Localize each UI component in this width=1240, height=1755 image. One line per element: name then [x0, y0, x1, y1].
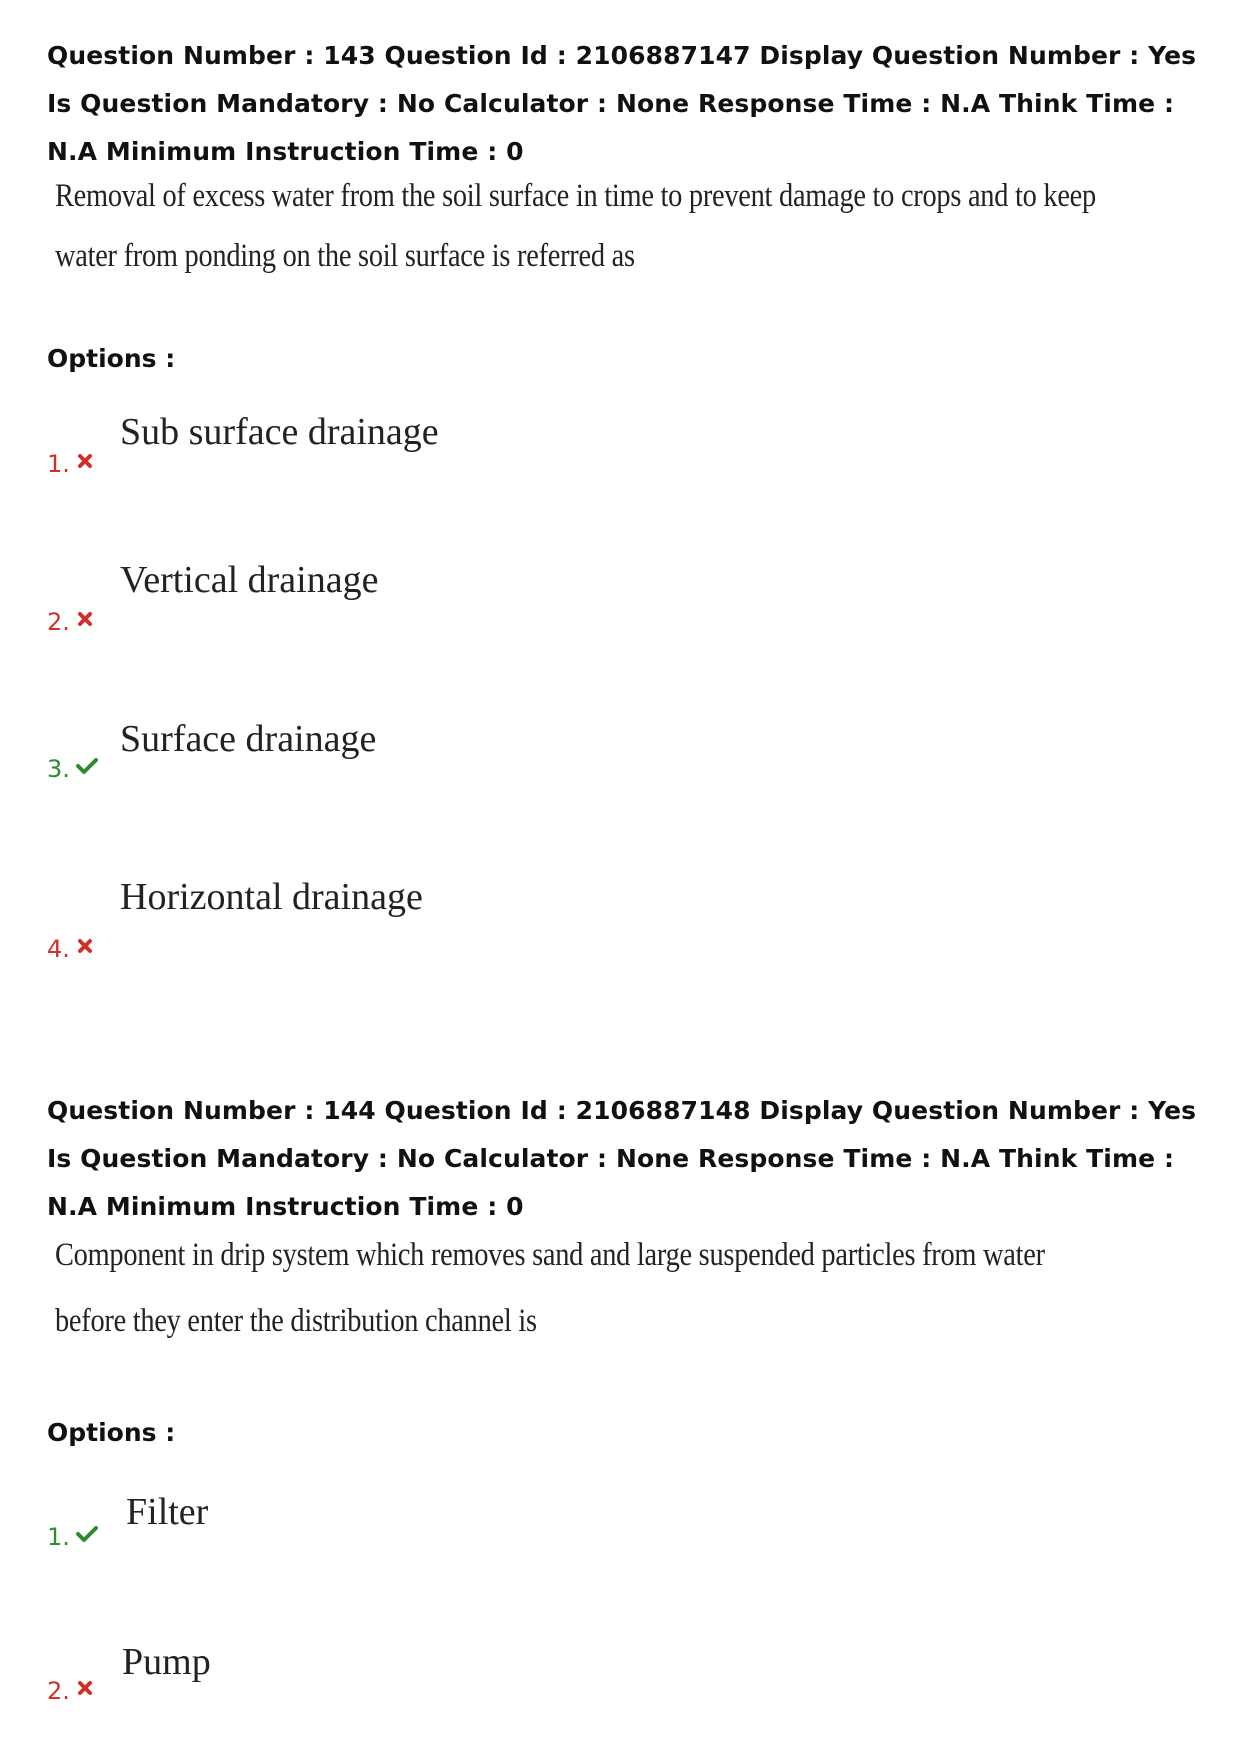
q143-option-1-number — [47, 450, 94, 478]
option-number: 2. — [47, 608, 70, 636]
q143-option-2-text: Vertical drainage — [120, 559, 379, 601]
q143-option-2-number — [47, 608, 94, 636]
question-143-text-line-2: water from ponding on the soil surface is referred as — [55, 238, 635, 274]
option-number: 3. — [47, 755, 70, 783]
cross-icon — [76, 1679, 94, 1697]
q144-option-1-number — [47, 1523, 98, 1551]
cross-icon — [76, 937, 94, 955]
q144-option-2-number — [47, 1677, 94, 1705]
question-143-header: Question Number : 143 Question Id : 2106887147 Display Question Number : Yes Is Question Mandatory : No Calculator : None Response Time : N.A Think Time : N.A Minimum Instruction Time : 0 — [47, 41, 1197, 166]
option-number: 4. — [47, 935, 70, 963]
option-number: 1. — [47, 1523, 70, 1551]
q143-option-1-text: Sub surface drainage — [120, 411, 439, 453]
question-143-text-line-1: Removal of excess water from the soil surface in time to prevent damage to crops and to keep — [55, 178, 1096, 214]
option-number: 2. — [47, 1677, 70, 1705]
q143-option-4-text: Horizontal drainage — [120, 876, 423, 918]
cross-icon — [76, 452, 94, 470]
question-144-header: Question Number : 144 Question Id : 2106887148 Display Question Number : Yes Is Question Mandatory : No Calculator : None Response Time : N.A Think Time : N.A Minimum Instruction Time : 0 — [47, 1096, 1197, 1221]
check-icon — [76, 757, 98, 775]
question-144-text-line-1: Component in drip system which removes sand and large suspended particles from water — [55, 1237, 1045, 1273]
question-144-text-line-2: before they enter the distribution channel is — [55, 1303, 537, 1339]
q144-option-1-text: Filter — [126, 1491, 209, 1533]
option-number: 1. — [47, 450, 70, 478]
q143-option-3-number — [47, 755, 98, 783]
question-143-options-label: Options : — [47, 344, 176, 373]
q144-option-2-text: Pump — [122, 1641, 211, 1683]
q143-option-4-number — [47, 935, 94, 963]
check-icon — [76, 1525, 98, 1543]
question-144-options-label: Options : — [47, 1418, 176, 1447]
cross-icon — [76, 610, 94, 628]
q143-option-3-text: Surface drainage — [120, 718, 377, 760]
